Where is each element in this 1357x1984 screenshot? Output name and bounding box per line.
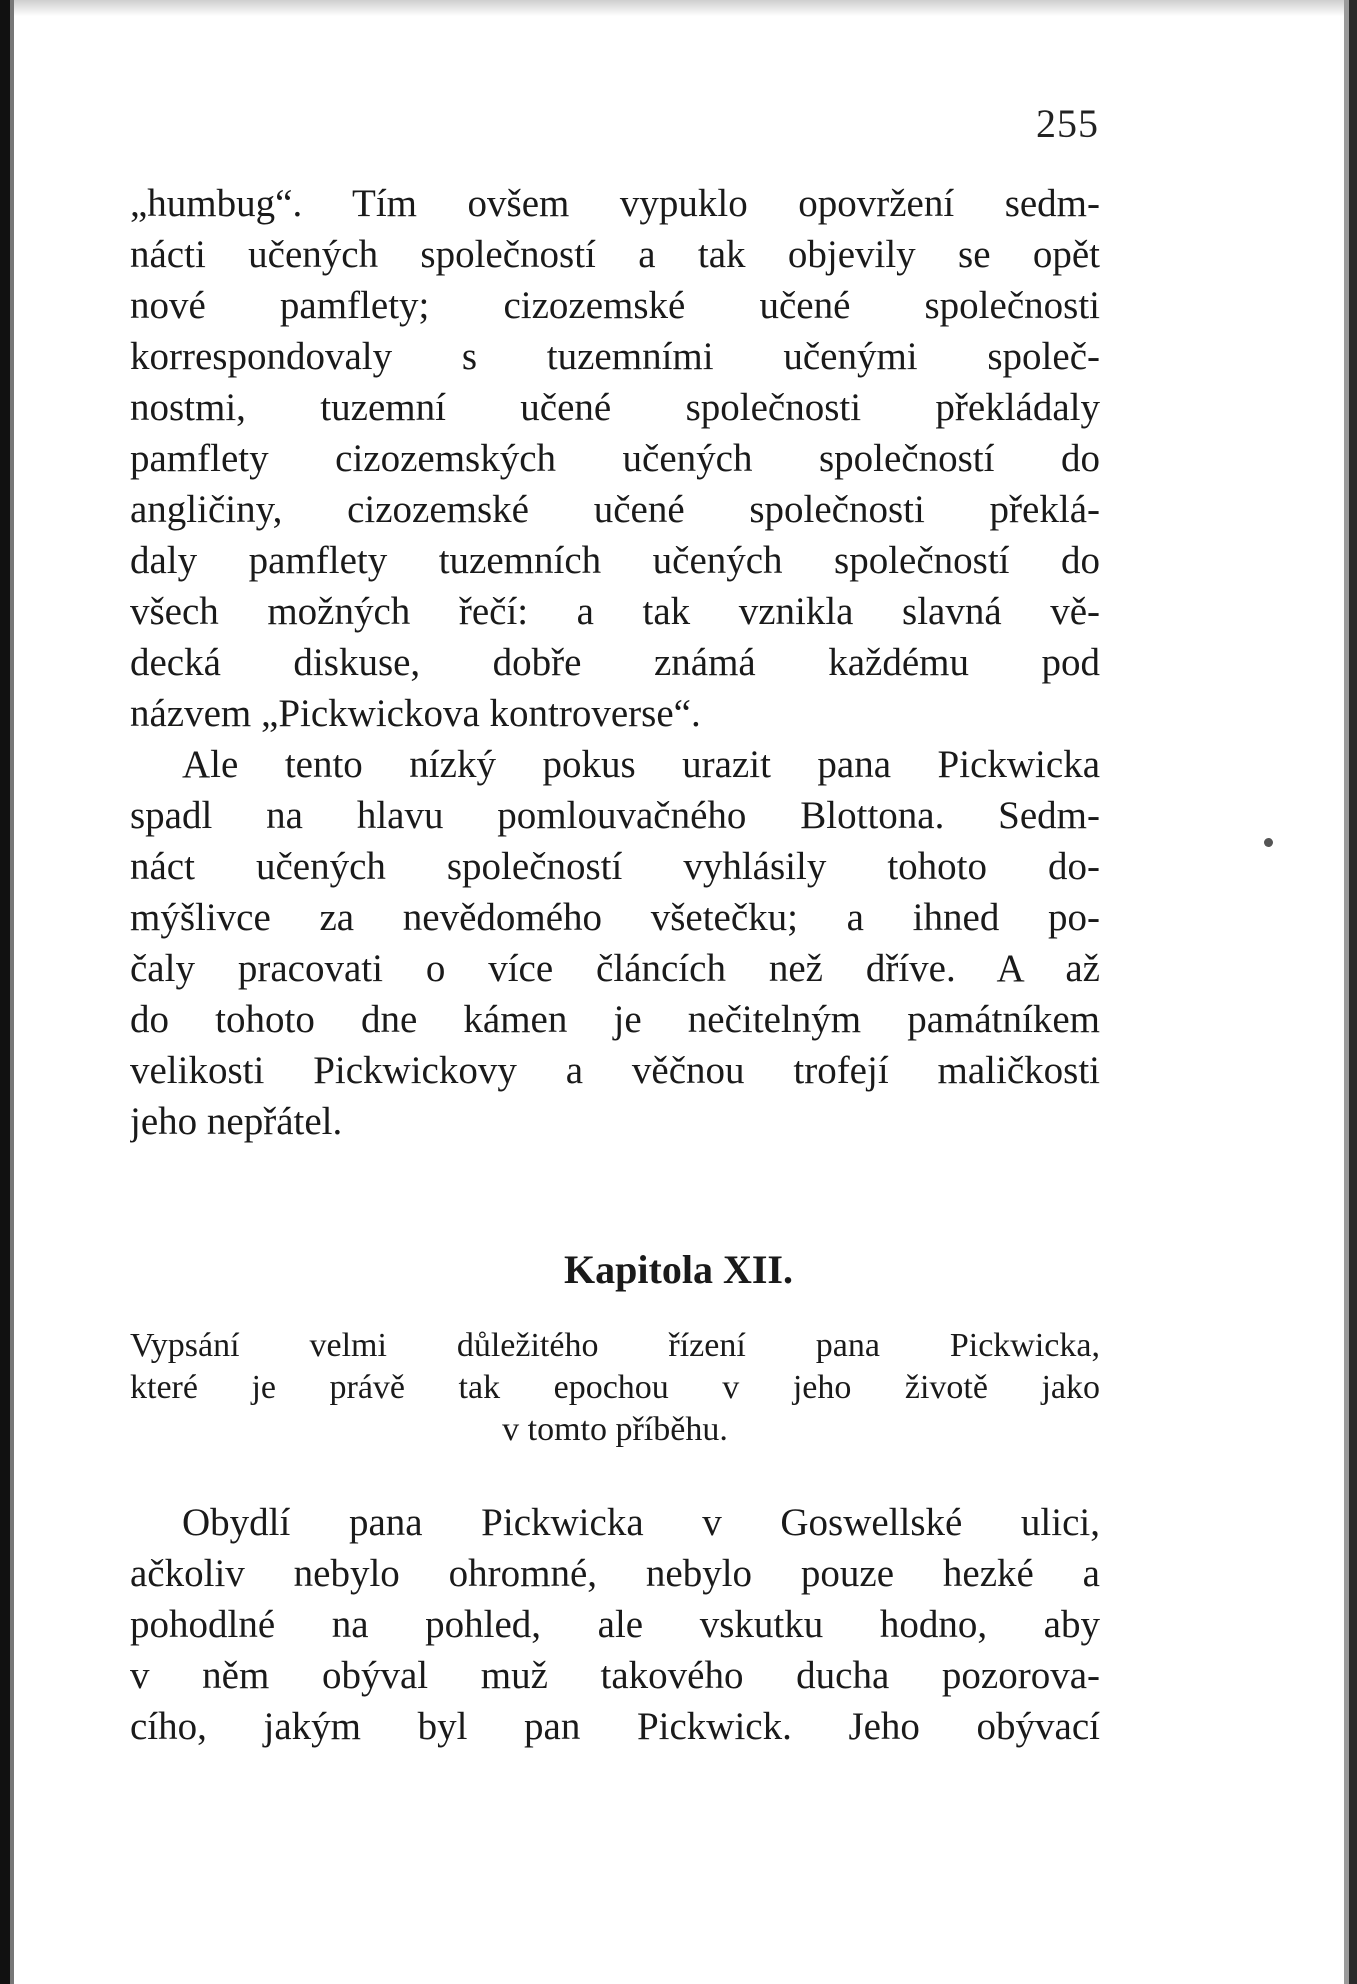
text-line: jeho nepřátel. <box>130 1100 343 1143</box>
text-line: cího, jakým byl pan Pickwick. Jeho obývací <box>130 1705 1100 1748</box>
scan-top-shadow <box>14 0 1344 16</box>
text-line: nostmi, tuzemní učené společnosti překládaly <box>130 386 1100 429</box>
text-line: daly pamflety tuzemních učených společností do <box>130 539 1100 582</box>
paragraph-1 <box>130 178 1100 739</box>
summary-line: v tomto příběhu. <box>502 1411 728 1448</box>
text-line: náct učených společností vyhlásily tohoto do- <box>130 845 1100 888</box>
page-body <box>130 178 1100 1147</box>
scan-edge-right-inner <box>1344 0 1349 1984</box>
text-line: ačkoliv nebylo ohromné, nebylo pouze hezké a <box>130 1552 1100 1595</box>
text-line: pamflety cizozemských učených společností do <box>130 437 1100 480</box>
text-line: velikosti Pickwickovy a věčnou trofejí maličkosti <box>130 1049 1100 1092</box>
scan-edge-right <box>1349 0 1357 1984</box>
text-line: nové pamflety; cizozemské učené společnosti <box>130 284 1100 327</box>
text-line: Obydlí pana Pickwicka v Goswellské ulici, <box>182 1501 1100 1544</box>
text-line: v něm obýval muž takového ducha pozorova- <box>130 1654 1100 1697</box>
text-line: decká diskuse, dobře známá každému pod <box>130 641 1100 684</box>
text-line: angličiny, cizozemské učené společnosti překlá- <box>130 488 1100 531</box>
chapter-summary <box>130 1325 1100 1451</box>
text-line: do tohoto dne kámen je nečitelným památníkem <box>130 998 1100 1041</box>
scan-edge-left-inner <box>10 0 14 1984</box>
text-line: názvem „Pickwickova kontroverse“. <box>130 692 701 735</box>
text-line: Ale tento nízký pokus urazit pana Pickwicka <box>182 743 1100 786</box>
text-line: mýšlivce za nevědomého všetečku; a ihned po- <box>130 896 1100 939</box>
text-line: všech možných řečí: a tak vznikla slavná vě- <box>130 590 1100 633</box>
summary-line: které je právě tak epochou v jeho životě jako <box>130 1369 1100 1406</box>
text-line: čaly pracovati o více článcích než dříve. A až <box>130 947 1100 990</box>
text-line: spadl na hlavu pomlouvačného Blottona. Sedm- <box>130 794 1100 837</box>
paragraph-3 <box>130 1497 1100 1752</box>
text-line: pohodlné na pohled, ale vskutku hodno, aby <box>130 1603 1100 1646</box>
chapter-heading: Kapitola XII. <box>564 1247 793 1292</box>
text-line: korrespondovaly s tuzemními učenými společ- <box>130 335 1100 378</box>
summary-line: Vypsání velmi důležitého řízení pana Pickwicka, <box>130 1327 1100 1364</box>
scan-edge-left <box>0 0 10 1984</box>
paragraph-2 <box>130 739 1100 1147</box>
page-number: 255 <box>1036 101 1099 146</box>
text-line: nácti učených společností a tak objevily se opět <box>130 233 1100 276</box>
scan-speck <box>1264 838 1273 847</box>
text-line: „humbug“. Tím ovšem vypuklo opovržení sedm- <box>130 182 1100 225</box>
